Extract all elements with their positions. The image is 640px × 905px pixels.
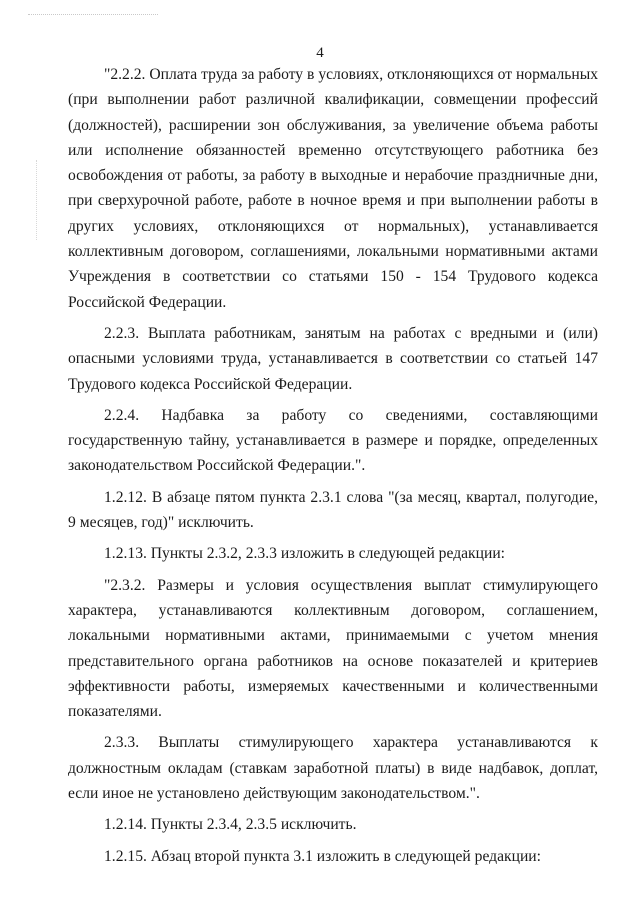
paragraph-1-2-12: 1.2.12. В абзаце пятом пункта 2.3.1 слова "(за месяц, квартал, полугодие, 9 месяцев, год)" исключить. [68, 488, 598, 532]
paragraph-1-2-13: 1.2.13. Пункты 2.3.2, 2.3.3 изложить в следующей редакции: [104, 545, 505, 563]
scan-artifact [28, 14, 158, 16]
paragraph-1-2-14: 1.2.14. Пункты 2.3.4, 2.3.5 исключить. [104, 816, 357, 834]
paragraph-1-2-15: 1.2.15. Абзац второй пункта 3.1 изложить в следующей редакции: [104, 847, 541, 865]
scan-artifact [36, 160, 38, 240]
paragraph-2-3-2: "2.3.2. Размеры и условия осуществления выплат стимулирующего характера, устанавливаются коллективным договором, соглашением, локальными нормативными актами, принимаемыми с учетом мнения представительного органа работников на основе показателей и критериев эффективности работы, измеряемых качественными и количественными показателями. [68, 576, 598, 721]
paragraph-2-3-3: 2.3.3. Выплаты стимулирующего характера устанавливаются к должностным окладам (ставкам заработной платы) в виде надбавок, доплат, если иное не установлено действующим законодательством.". [68, 734, 598, 803]
document-body [68, 62, 598, 875]
paragraph-2-2-4: 2.2.4. Надбавка за работу со сведениями, составляющими государственную тайну, устанавливается в размере и порядке, определенных законодательством Российской Федерации.". [68, 406, 598, 475]
page-number: 4 [316, 45, 324, 61]
paragraph-2-2-2: "2.2.2. Оплата труда за работу в условиях, отклоняющихся от нормальных (при выполнении работ различной квалификации, совмещении профессий (должностей), расширении зон обслуживания, за увеличение объема работы или исполнение обязанностей временно отсутствующего работника без освобождения от работы, за работу в выходные и нерабочие праздничные дни, при сверхурочной работе, работе в ночное время и при выполнении работы в других условиях, отклоняющихся от нормальных), устанавливается коллективным договором, соглашениями, локальными нормативными актами Учреждения в соответствии со статьями 150 - 154 Трудового кодекса Российской Федерации. [68, 66, 598, 311]
paragraph-2-2-3: 2.2.3. Выплата работникам, занятым на работах с вредными и (или) опасными условиями труда, устанавливается в соответствии со статьей 147 Трудового кодекса Российской Федерации. [68, 324, 598, 393]
